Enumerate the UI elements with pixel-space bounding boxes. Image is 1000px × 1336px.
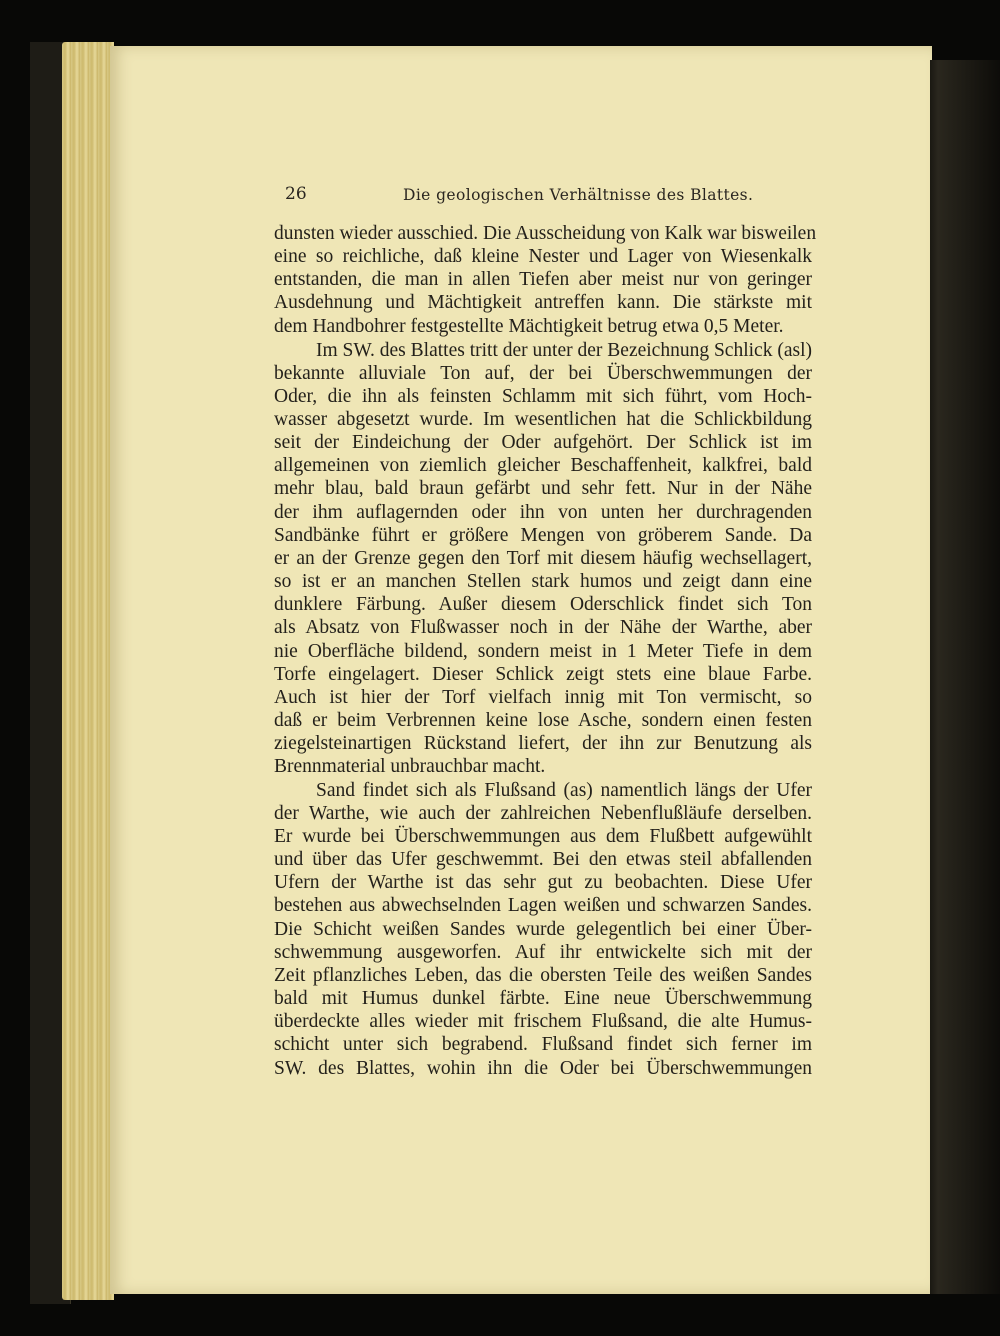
text-line: schicht unter sich begrabend. Flußsand findet sich ferner im bbox=[274, 1034, 812, 1055]
text-line: Ufern der Warthe ist das sehr gut zu beobachten. Diese Ufer bbox=[274, 872, 812, 893]
body-text bbox=[274, 222, 817, 1092]
text-line: schwemmung ausgeworfen. Auf ihr entwickelte sich mit der bbox=[274, 942, 812, 963]
text-line: Brennmaterial unbrauchbar macht. bbox=[274, 756, 546, 777]
text-line: Oder, die ihn als feinsten Schlamm mit sich führt, vom Hoch- bbox=[274, 386, 812, 407]
text-line: dem Handbohrer festgestellte Mächtigkeit betrug etwa 0,5 Meter. bbox=[274, 316, 784, 337]
text-line: und über das Ufer geschwemmt. Bei den etwas steil abfallenden bbox=[274, 849, 812, 870]
text-line: bekannte alluviale Ton auf, der bei Überschwemmungen der bbox=[274, 363, 812, 384]
text-line: nie Oberfläche bildend, sondern meist in 1 Meter Tiefe in dem bbox=[274, 641, 812, 662]
text-line: der ihm auflagernden oder ihn von unten her durchragenden bbox=[274, 502, 812, 523]
text-line: wasser abgesetzt wurde. Im wesentlichen hat die Schlickbildung bbox=[274, 409, 812, 430]
text-line: SW. des Blattes, wohin ihn die Oder bei Überschwemmungen bbox=[274, 1058, 812, 1079]
text-line: allgemeinen von ziemlich gleicher Beschaffenheit, kalkfrei, bald bbox=[274, 455, 812, 476]
running-title: Die geologischen Verhältnisse des Blattes. bbox=[403, 186, 754, 204]
text-line: Zeit pflanzliches Leben, das die obersten Teile des weißen Sandes bbox=[274, 965, 812, 986]
page-edges bbox=[62, 42, 114, 1300]
text-line: bald mit Humus dunkel färbte. Eine neue Überschwemmung bbox=[274, 988, 812, 1009]
text-line: Er wurde bei Überschwemmungen aus dem Flußbett aufgewühlt bbox=[274, 826, 812, 847]
text-line: entstanden, die man in allen Tiefen aber meist nur von geringer bbox=[274, 269, 812, 290]
text-line: mehr blau, bald braun gefärbt und sehr fett. Nur in der Nähe bbox=[274, 478, 812, 499]
text-line: überdeckte alles wieder mit frischem Flußsand, die alte Humus- bbox=[274, 1011, 812, 1032]
text-line: Im SW. des Blattes tritt der unter der Bezeichnung Schlick (asl) bbox=[316, 340, 812, 361]
text-line: dunklere Färbung. Außer diesem Oderschlick findet sich Ton bbox=[274, 594, 812, 615]
text-line: Die Schicht weißen Sandes wurde gelegentlich bei einer Über- bbox=[274, 919, 812, 940]
page-header bbox=[285, 184, 810, 212]
text-line: Torfe eingelagert. Dieser Schlick zeigt stets eine blaue Farbe. bbox=[274, 664, 812, 685]
text-line: er an der Grenze gegen den Torf mit diesem häufig wechsellagert, bbox=[274, 548, 812, 569]
text-line: eine so reichliche, daß kleine Nester und Lager von Wiesenkalk bbox=[274, 246, 812, 267]
text-line: Auch ist hier der Torf vielfach innig mit Ton vermischt, so bbox=[274, 687, 812, 708]
text-line: daß er beim Verbrennen keine lose Asche, sondern einen festen bbox=[274, 710, 812, 731]
book-cover-right bbox=[930, 60, 1000, 1294]
text-line: dunsten wieder ausschied. Die Ausscheidung von Kalk war bisweilen bbox=[274, 223, 817, 244]
text-line: Sand findet sich als Flußsand (as) namentlich längs der Ufer bbox=[316, 780, 812, 801]
text-line: seit der Eindeichung der Oder aufgehört. Der Schlick ist im bbox=[274, 432, 812, 453]
text-line: Sandbänke führt er größere Mengen von gröberem Sande. Da bbox=[274, 525, 812, 546]
text-line: so ist er an manchen Stellen stark humos und zeigt dann eine bbox=[274, 571, 812, 592]
text-line: ziegelsteinartigen Rückstand liefert, der ihn zur Benutzung als bbox=[274, 733, 812, 754]
text-line: Ausdehnung und Mächtigkeit antreffen kann. Die stärkste mit bbox=[274, 292, 812, 313]
text-line: der Warthe, wie auch der zahlreichen Nebenflußläufe derselben. bbox=[274, 803, 812, 824]
text-line: als Absatz von Flußwasser noch in der Nähe der Warthe, aber bbox=[274, 617, 812, 638]
page-number: 26 bbox=[285, 184, 307, 204]
text-line: bestehen aus abwechselnden Lagen weißen und schwarzen Sandes. bbox=[274, 895, 812, 916]
